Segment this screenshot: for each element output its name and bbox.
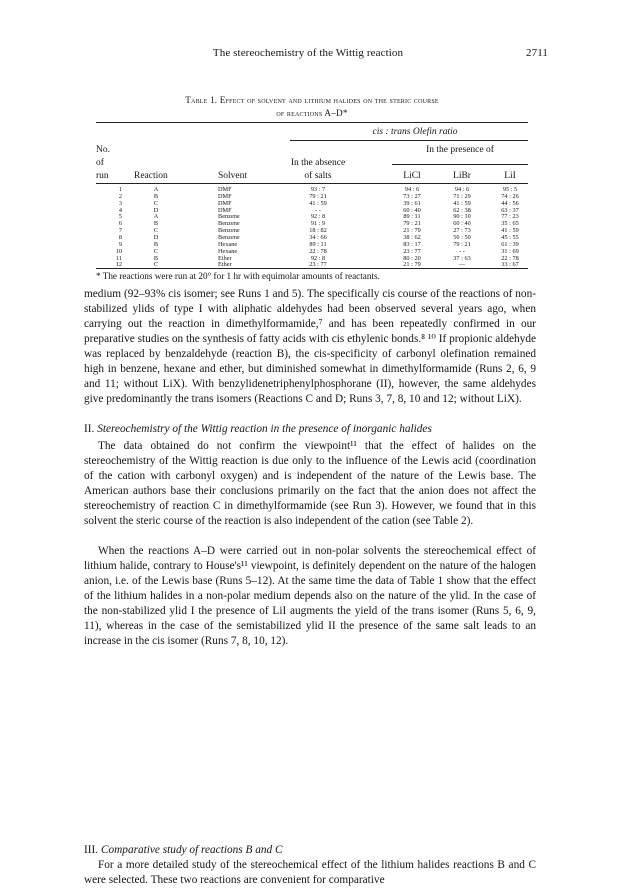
- absence-header-line-2: of salts: [304, 171, 332, 181]
- reaction-cell: B: [153, 192, 159, 200]
- absence-ratio: 18 : 82: [309, 227, 327, 235]
- paragraph-1-text: medium (92–93% cis isomer; see Runs 1 and 5). The specifically cis course of the reactions of non-stabilized ylids of type I with aliphatic aldehydes had been observed several years ago, when carrying out the reaction in dimethylformamide,⁷ and has been repeatedly confirmed in our preparative studies on the synthesis of fatty acids with cis ethylenic bonds.⁸ ¹⁰ If propionic aldehyde was replaced by benzaldehyde (reaction B), the cis-specificity of carbonyl olefination remained high in benzene, hexane and ether, but diminished somewhat in dimethylformamide (Runs 2, 6, 9 and 11; without LiX). With benzylidenetriphenylphosphorane (II), however, the same aldehydes give predominantly the trans isomers (Reactions C and D; Runs 3, 7, 8, 10 and 12; without LiX).: [84, 288, 536, 405]
- absence-ratio: 34 : 66: [309, 233, 327, 241]
- presence-rule: [392, 164, 528, 165]
- lii-ratio: 61 : 39: [501, 240, 519, 248]
- reaction-cell: B: [153, 240, 159, 248]
- libr-ratio: 79 : 21: [453, 240, 471, 248]
- run-number: 10: [115, 247, 122, 255]
- libr-header: LiBr: [453, 171, 471, 181]
- absence-ratio: 23 : 77: [309, 261, 327, 269]
- libr-ratio: 41 : 59: [453, 199, 471, 207]
- absence-header-line-1: In the absence: [290, 158, 346, 168]
- run-number: 4: [118, 206, 122, 214]
- run-number: 11: [115, 254, 122, 262]
- run-number-header-line-3: run: [96, 171, 109, 181]
- paragraph-1: [84, 287, 536, 407]
- run-number: 9: [118, 240, 122, 248]
- reaction-cell: C: [153, 199, 159, 207]
- reaction-cell: B: [153, 220, 159, 228]
- section-3-title: Comparative study of reactions B and C: [100, 844, 283, 856]
- reaction-cell: D: [153, 206, 159, 214]
- lii-header: LiI: [504, 171, 516, 181]
- libr-ratio: 71 : 29: [453, 192, 471, 200]
- run-number: 2: [118, 192, 122, 200]
- lii-ratio: 45 : 55: [501, 233, 519, 241]
- absence-ratio: 22 : 78: [309, 247, 327, 255]
- licl-ratio: 79 : 21: [403, 220, 421, 228]
- libr-ratio: 94 : 6: [454, 186, 470, 193]
- libr-ratio: 90 : 10: [453, 213, 471, 221]
- section-2-numeral: II.: [84, 423, 95, 435]
- libr-ratio: 50 : 50: [453, 233, 471, 241]
- reaction-cell: C: [153, 247, 159, 255]
- libr-ratio: —: [458, 261, 466, 269]
- solvent-cell: Benzene: [218, 220, 240, 228]
- absence-ratio: 91 : 9: [310, 220, 326, 228]
- reaction-cell: A: [153, 213, 159, 221]
- solvent-header: Solvent: [218, 171, 248, 181]
- olefin-ratio-header: cis : trans Olefin ratio: [372, 127, 458, 137]
- absence-ratio: - -: [315, 206, 321, 214]
- table-top-rule: [96, 122, 528, 123]
- run-number-header-line-2: of: [96, 158, 104, 168]
- solvent-cell: Benzene: [218, 227, 240, 235]
- section-2-title: Stereochemistry of the Wittig reaction in the presence of inorganic halides: [97, 423, 432, 435]
- paragraph-3-text: When the reactions A–D were carried out in non-polar solvents the stereochemical effect of lithium halide, contrary to House's¹¹ viewpoint, is definitely dependent on the nature of the halogen anion, i.e. of the Lewis base (Runs 5–12). At the same time the data of Table 1 show that the effect of the lithium halides in a non-polar medium depends also on the nature of the ylid. In the case of the non-stabilized ylid I the presence of LiI augments the yield of the trans isomer (Runs 5, 6, 9, 11), whereas in the case of the semistabilized ylid II the presence of the same salt leads to an increase in the cis isomer (Runs 7, 8, 10, 12).: [84, 545, 536, 647]
- table-row: [0, 261, 624, 268]
- solvent-cell: DMF: [218, 186, 232, 193]
- absence-ratio: 41 : 59: [309, 199, 327, 207]
- solvent-cell: Ether: [218, 261, 232, 269]
- table-caption-line-2: of reactions A–D*: [276, 108, 348, 118]
- table-footnote: * The reactions were run at 20° for 1 hr with equimolar amounts of reactants.: [96, 271, 380, 281]
- run-number: 12: [115, 261, 122, 269]
- licl-ratio: 38 : 62: [403, 233, 421, 241]
- solvent-cell: DMF: [218, 199, 232, 207]
- licl-ratio: 83 : 17: [403, 240, 421, 248]
- olefin-ratio-rule: [290, 140, 528, 141]
- run-number: 3: [118, 199, 122, 207]
- absence-ratio: 79 : 21: [309, 192, 327, 200]
- licl-ratio: 80 : 20: [403, 254, 421, 262]
- libr-ratio: 27 : 73: [453, 227, 471, 235]
- presence-header: In the presence of: [426, 145, 494, 155]
- section-3-numeral: III.: [84, 844, 99, 856]
- run-number-header-line-1: No.: [96, 145, 110, 155]
- libr-ratio: 60 : 40: [453, 220, 471, 228]
- lii-ratio: 44 : 56: [501, 199, 519, 207]
- run-number: 1: [118, 186, 122, 193]
- licl-header: LiCl: [403, 171, 421, 181]
- section-3-heading: [84, 843, 536, 858]
- table-header-bottom-rule: [96, 183, 528, 184]
- absence-ratio: 92 : 8: [310, 254, 326, 262]
- run-number: 6: [118, 220, 122, 228]
- running-title: The stereochemistry of the Wittig reaction: [212, 47, 404, 59]
- absence-ratio: 92 : 8: [310, 213, 326, 221]
- solvent-cell: Ether: [218, 254, 232, 262]
- licl-ratio: 23 : 77: [403, 247, 421, 255]
- table-caption-line-1: Table 1. Effect of solvent and lithium halides on the steric course: [185, 95, 439, 105]
- licl-ratio: 21 : 79: [403, 227, 421, 235]
- reaction-cell: C: [153, 227, 159, 235]
- section-2-heading: [84, 422, 536, 437]
- paragraph-4-text: For a more detailed study of the stereochemical effect of the lithium halides reactions B and C were selected. These two reactions are convenient for comparative: [84, 859, 536, 886]
- lii-ratio: 77 : 23: [501, 213, 519, 221]
- solvent-cell: DMF: [218, 206, 232, 214]
- lii-ratio: 22 : 78: [501, 254, 519, 262]
- lii-ratio: 35 : 65: [501, 220, 519, 228]
- run-number: 8: [118, 233, 122, 241]
- paragraph-2-text: The data obtained do not confirm the viewpoint¹¹ that the effect of halides on the stereochemistry of the Wittig reaction is due only to the influence of the Lewis acid (coordination of the cation with carbonyl oxygen) and is independent of the nature of the Lewis base. The American authors base their conclusions primarily on the fact that the anion does not affect the stereochemistry of reaction C in dimethylformamide (see Run 3). However, we found that in this solvent the steric course of the reaction is also independent of the cation (see Table 2).: [84, 440, 536, 527]
- reaction-cell: A: [153, 186, 159, 193]
- licl-ratio: 60 : 40: [403, 206, 421, 214]
- lii-ratio: 31 : 69: [501, 247, 519, 255]
- lii-ratio: 63 : 37: [501, 206, 519, 214]
- reaction-cell: D: [153, 233, 159, 241]
- run-number: 5: [118, 213, 122, 221]
- solvent-cell: Benzene: [218, 213, 240, 221]
- solvent-cell: Benzene: [218, 233, 240, 241]
- reaction-cell: C: [153, 261, 159, 269]
- licl-ratio: 39 : 61: [403, 199, 421, 207]
- libr-ratio: 37 : 63: [453, 254, 471, 262]
- paragraph-2: [84, 439, 536, 529]
- absence-ratio: 93 : 7: [310, 186, 326, 193]
- licl-ratio: 94 : 6: [404, 186, 420, 193]
- libr-ratio: - -: [459, 247, 465, 255]
- lii-ratio: 33 : 67: [501, 261, 519, 269]
- paragraph-3: [84, 544, 536, 649]
- run-number: 7: [118, 227, 122, 235]
- paragraph-4: [84, 858, 536, 888]
- table-caption: [96, 94, 528, 120]
- lii-ratio: 74 : 26: [501, 192, 519, 200]
- lii-ratio: 41 : 59: [501, 227, 519, 235]
- solvent-cell: DMF: [218, 192, 232, 200]
- solvent-cell: Hexane: [218, 240, 238, 248]
- reaction-header: Reaction: [134, 171, 168, 181]
- lii-ratio: 95 : 5: [502, 186, 518, 193]
- reaction-cell: B: [153, 254, 159, 262]
- licl-ratio: 89 : 11: [403, 213, 421, 221]
- licl-ratio: 21 : 79: [403, 261, 421, 269]
- page-number: 2711: [526, 47, 548, 59]
- solvent-cell: Hexane: [218, 247, 238, 255]
- absence-ratio: 89 : 11: [309, 240, 327, 248]
- libr-ratio: 62 : 38: [453, 206, 471, 214]
- licl-ratio: 73 : 27: [403, 192, 421, 200]
